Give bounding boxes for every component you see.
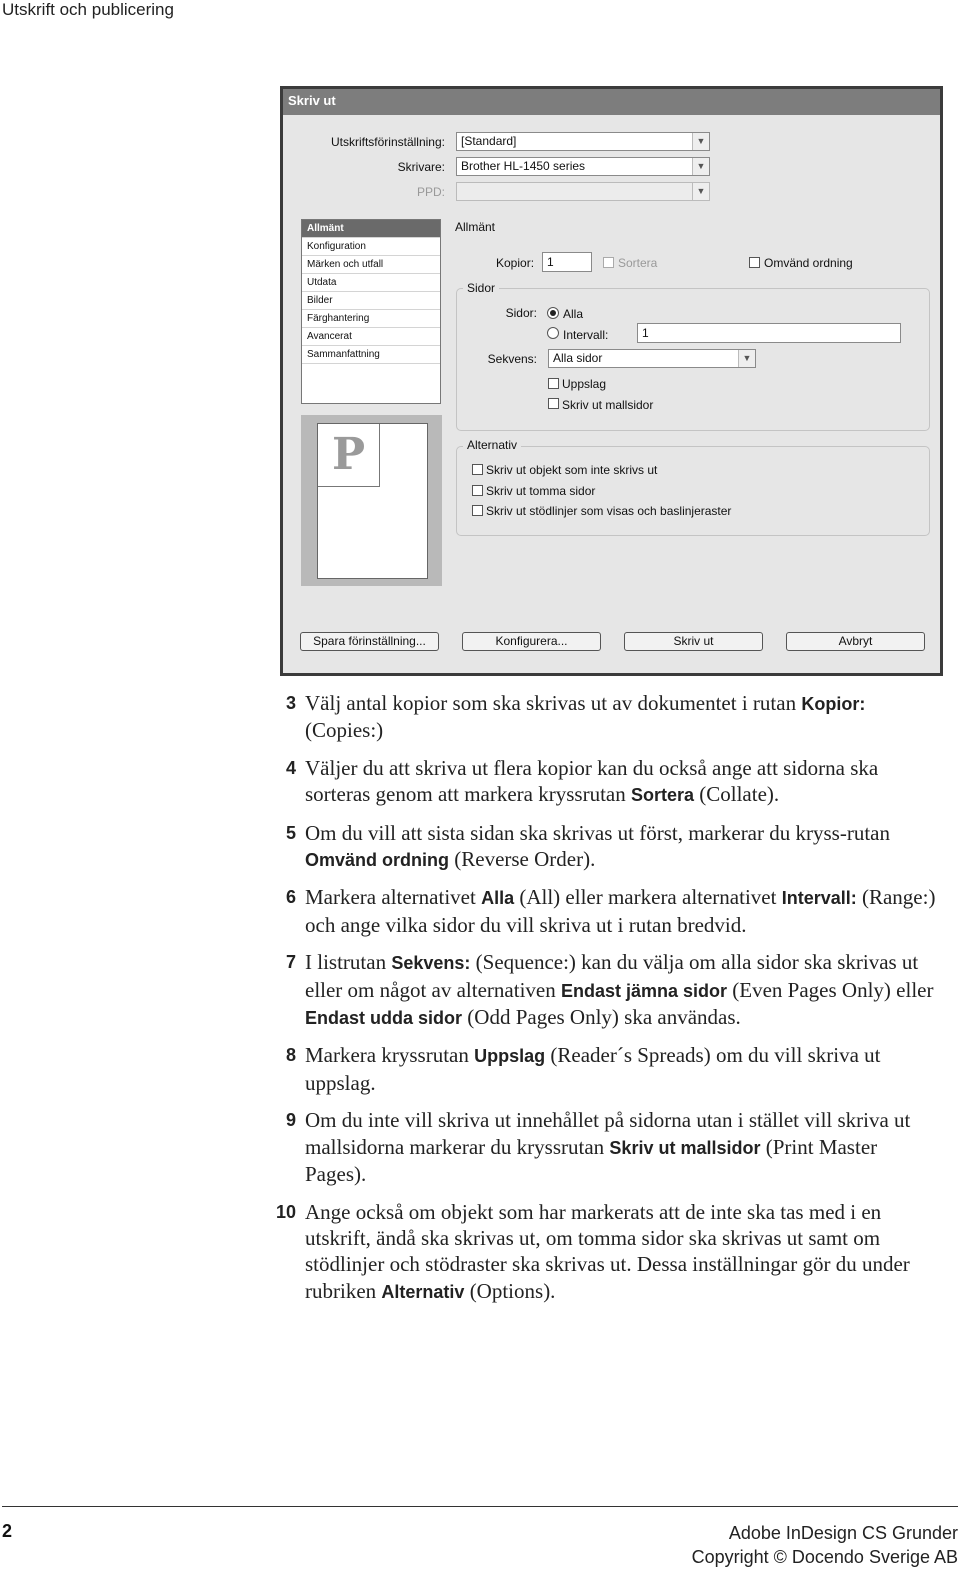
category-item-utdata[interactable]: Utdata [302,274,440,292]
step-ui-term: Alla [481,888,515,909]
step-text: (Copies:) [305,718,384,743]
step-ui-term: Omvänd ordning [305,850,449,871]
print-master-checkbox[interactable] [548,398,559,409]
step-ui-term: Skriv ut mallsidor [609,1137,761,1158]
step-ui-term: Kopior: [801,694,866,714]
step-text: Markera alternativet [305,885,482,910]
running-head: Utskrift och publicering [2,0,174,19]
category-item-farghantering[interactable]: Färghantering [302,310,440,328]
step-text: Markera kryssrutan [305,1043,475,1068]
collate-label: Sortera [618,256,658,270]
reverse-order-checkbox[interactable] [749,257,760,268]
step-item [276,820,942,874]
collate-checkbox [603,257,614,268]
chevron-down-icon: ▼ [738,350,755,367]
cancel-button[interactable]: Avbryt [786,632,925,651]
chevron-down-icon: ▼ [692,183,709,200]
step-text: (Odd Pages Only) ska användas. [462,1005,741,1030]
step-number: 3 [285,693,296,713]
ppd-label: PPD: [416,185,445,199]
print-master-label: Skriv ut mallsidor [562,398,654,412]
footer-info [692,1521,958,1569]
spreads-checkbox[interactable] [548,378,559,389]
step-text: Om du inte vill skriva ut innehållet på sidorna utan i stället vill skriva ut mallsidorna markerar du kryssrutan [305,1108,911,1159]
step-text: (All) eller markera alternativet [514,885,782,910]
category-list[interactable] [301,219,441,404]
guides-label: Skriv ut stödlinjer som visas och baslinjeraster [486,504,732,518]
range-radio[interactable] [547,327,559,339]
blank-pages-label: Skriv ut tomma sidor [486,484,596,498]
guides-checkbox[interactable] [472,505,483,516]
step-item [276,884,942,938]
printer-value: Brother HL-1450 series [461,159,586,173]
step-text: (Reverse Order). [449,847,596,872]
reverse-order-label: Omvänd ordning [764,256,853,270]
category-item-avancerat[interactable]: Avancerat [302,328,440,346]
step-ui-term: Uppslag [474,1046,546,1067]
chevron-down-icon: ▼ [692,158,709,175]
step-ui-term: Endast jämna sidor [560,980,728,1001]
step-item [276,690,942,744]
print-dialog [280,86,943,676]
step-text: (Print Master Pages). [305,1134,878,1187]
sequence-dropdown[interactable] [548,349,756,368]
preview-sheet [317,423,428,579]
spreads-label: Uppslag [562,377,607,391]
step-number: 5 [285,822,296,843]
ppd-dropdown [456,182,710,201]
page-preview [301,415,442,586]
non-printing-label: Skriv ut objekt som inte skrivs ut [486,463,658,477]
category-item-marken-och-utfall[interactable]: Märken och utfall [302,256,440,274]
dialog-title: Skriv ut [288,93,336,108]
step-text: (Range:) och ange vilka sidor du vill skriva ut i rutan bredvid. [305,885,936,937]
step-text: (Sequence:) kan du välja om alla sidor ska skrivas ut eller om något av alternativen [305,950,919,1002]
step-text: (Even Pages Only) eller [727,977,934,1002]
sequence-value: Alla sidor [553,351,603,365]
footer-rule [2,1506,958,1507]
step-item [276,1107,942,1187]
all-pages-radio[interactable] [547,307,559,319]
step-item [276,1042,942,1096]
printer-dropdown[interactable] [456,157,710,176]
setup-button[interactable]: Konfigurera... [462,632,601,651]
save-preset-button[interactable]: Spara förinställning... [300,632,439,651]
options-group-title: Alternativ [463,438,521,452]
step-text: Väljer du att skriva ut flera kopior kan du också ange att sidorna ska sorteras genom att markera kryssrutan [305,755,879,807]
preview-letter: P [318,424,380,487]
step-number: 10 [276,1201,297,1222]
step-number: 7 [285,952,296,973]
copies-label: Kopior: [496,256,535,270]
pages-label: Sidor: [505,306,537,320]
range-label: Intervall: [563,328,609,342]
category-item-bilder[interactable]: Bilder [302,292,440,310]
step-number: 8 [285,1045,296,1066]
preset-label: Utskriftsförinställning: [330,135,445,149]
category-item-konfiguration[interactable]: Konfiguration [302,238,440,256]
sequence-label: Sekvens: [487,352,537,366]
dialog-titlebar [283,89,940,115]
step-ui-term: Sekvens: [391,953,471,974]
non-printing-checkbox[interactable] [472,464,483,475]
copies-input[interactable]: 1 [542,252,592,272]
panel-title: Allmänt [455,220,496,234]
preset-value: [Standard] [461,134,517,148]
step-number: 4 [285,757,296,778]
step-text: Välj antal kopior som ska skrivas ut av dokumentet i rutan [305,691,802,715]
step-ui-term: Sortera [630,785,695,806]
print-button[interactable]: Skriv ut [624,632,763,651]
copyright-line: Copyright © Docendo Sverige AB [691,1547,958,1567]
book-title: Adobe InDesign CS Grunder [728,1523,958,1543]
step-ui-term: Intervall: [781,888,857,909]
step-text: I listrutan [305,950,392,975]
step-text: Ange också om objekt som har markerats att de inte ska tas med i en utskrift, ändå ska skrivas ut, om tomma sidor ska skrivas ut samt om stödlinjer och stödraster ska skrivas ut. Dessa inställningar gör du under rubriken [305,1199,910,1303]
step-number: 9 [285,1110,296,1131]
category-item-allmant[interactable]: Allmänt [302,220,440,238]
step-text: (Reader´s Spreads) om du vill skriva ut uppslag. [305,1043,881,1095]
step-text: Om du vill att sista sidan ska skrivas ut först, markerar du kryss-rutan [305,820,890,845]
preset-dropdown[interactable] [456,132,710,151]
step-ui-term: Endast udda sidor [305,1008,463,1029]
step-item [276,1199,942,1306]
step-text: (Options). [464,1278,556,1303]
all-pages-label: Alla [563,307,584,321]
step-item [276,755,942,809]
page-number: 2 [2,1521,13,1541]
chevron-down-icon: ▼ [692,133,709,150]
range-input[interactable]: 1 [637,323,901,343]
pages-group-title: Sidor [463,281,499,295]
step-text: (Collate). [694,782,780,807]
category-item-sammanfattning[interactable]: Sammanfattning [302,346,440,364]
blank-pages-checkbox[interactable] [472,485,483,496]
instruction-list [276,690,942,1316]
step-number: 6 [285,887,296,908]
step-ui-term: Alternativ [381,1281,465,1302]
printer-label: Skrivare: [397,160,445,174]
step-item [276,949,942,1031]
